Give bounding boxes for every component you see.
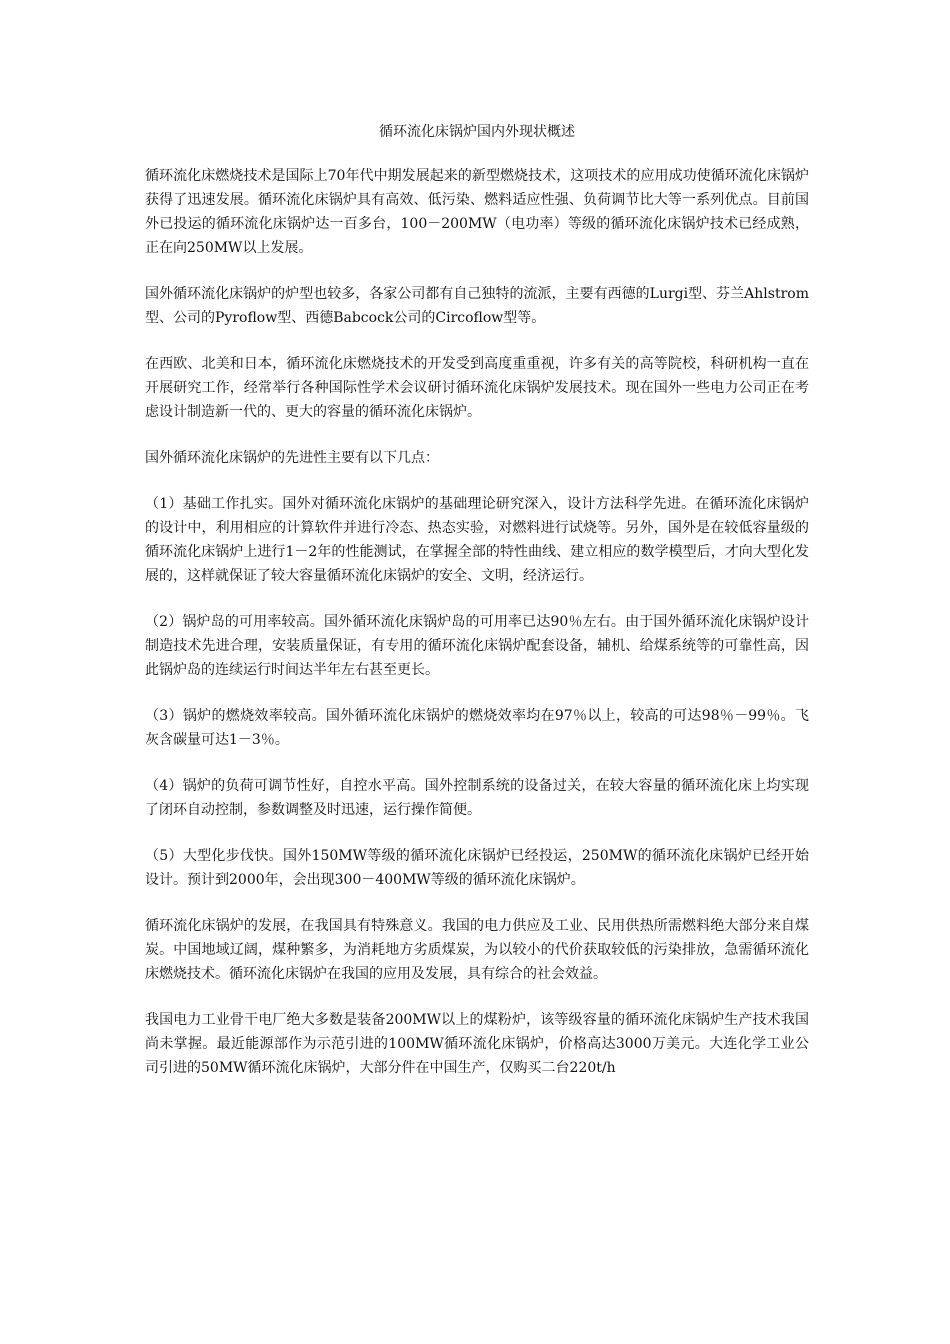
- document-page: [145, 122, 809, 1080]
- paragraph-advantage-1: （1）基础工作扎实。国外对循环流化床锅炉的基础理论研究深入，设计方法科学先进。在循环流化床锅炉的设计中，利用相应的计算软件并进行冷态、热态实验，对燃料进行试烧等。另外，国外是在较低容量级的循环流化床锅炉上进行1－2年的性能测试，在掌握全部的特性曲线、建立相应的数学模型后，才向大型化发展的，这样就保证了较大容量循环流化床锅炉的安全、文明，经济运行。: [145, 496, 809, 584]
- paragraph-china-significance: 循环流化床锅炉的发展，在我国具有特殊意义。我国的电力供应及工业、民用供热所需燃料绝大部分来自煤炭。中国地域辽阔，煤种繁多，为消耗地方劣质煤炭，为以较小的代价获取较低的污染排放，急需循环流化床燃烧技术。循环流化床锅炉在我国的应用及发展，具有综合的社会效益。: [145, 918, 809, 982]
- paragraph-advantage-5: （5）大型化步伐快。国外150MW等级的循环流化床锅炉已经投运，250MW的循环流化床锅炉已经开始设计。预计到2000年，会出现300－400MW等级的循环流化床锅炉。: [145, 848, 809, 888]
- paragraph-intro: 循环流化床燃烧技术是国际上70年代中期发展起来的新型燃烧技术，这项技术的应用成功使循环流化床锅炉获得了迅速发展。循环流化床锅炉具有高效、低污染、燃料适应性强、负荷调节比大等一系列优点。目前国外已投运的循环流化床锅炉达一百多台，100－200MW（电功率）等级的循环流化床锅炉技术已经成熟，正在向250MW以上发展。: [145, 168, 809, 256]
- paragraph-research-abroad: 在西欧、北美和日本，循环流化床燃烧技术的开发受到高度重重视，许多有关的高等院校，科研机构一直在开展研究工作，经常举行各种国际性学术会议研讨循环流化床锅炉发展技术。现在国外一些电力公司正在考虑设计制造新一代的、更大的容量的循环流化床锅炉。: [145, 356, 809, 420]
- paragraph-advantage-2: （2）锅炉岛的可用率较高。国外循环流化床锅炉岛的可用率已达90％左右。由于国外循环流化床锅炉设计制造技术先进合理，安装质量保证，有专用的循环流化床锅炉配套设备，辅机、给煤系统等的可靠性高，因此锅炉岛的连续运行时间达半年左右甚至更长。: [145, 614, 809, 678]
- paragraph-china-power-industry: 我国电力工业骨干电厂绝大多数是装备200MW以上的煤粉炉，该等级容量的循环流化床锅炉生产技术我国尚未掌握。最近能源部作为示范引进的100MW循环流化床锅炉，价格高达3000万美元。大连化学工业公司引进的50MW循环流化床锅炉，大部分件在中国生产，仅购买二台220t/h: [145, 1012, 809, 1076]
- paragraph-advantage-3: （3）锅炉的燃烧效率较高。国外循环流化床锅炉的燃烧效率均在97％以上，较高的可达98％－99％。飞灰含碳量可达1－3％。: [145, 708, 809, 748]
- document-title: 循环流化床锅炉国内外现状概述: [379, 124, 575, 140]
- paragraph-foreign-boiler-types: 国外循环流化床锅炉的炉型也较多，各家公司都有自己独特的流派，主要有西德的Lurgi型、芬兰Ahlstrom型、公司的Pyroflow型、西德Babcock公司的Circoflow型等。: [145, 286, 809, 326]
- paragraph-advantage-4: （4）锅炉的负荷可调节性好，自控水平高。国外控制系统的设备过关，在较大容量的循环流化床上均实现了闭环自动控制，参数调整及时迅速，运行操作简便。: [145, 778, 809, 818]
- paragraph-advantages-intro: 国外循环流化床锅炉的先进性主要有以下几点：: [145, 450, 439, 466]
